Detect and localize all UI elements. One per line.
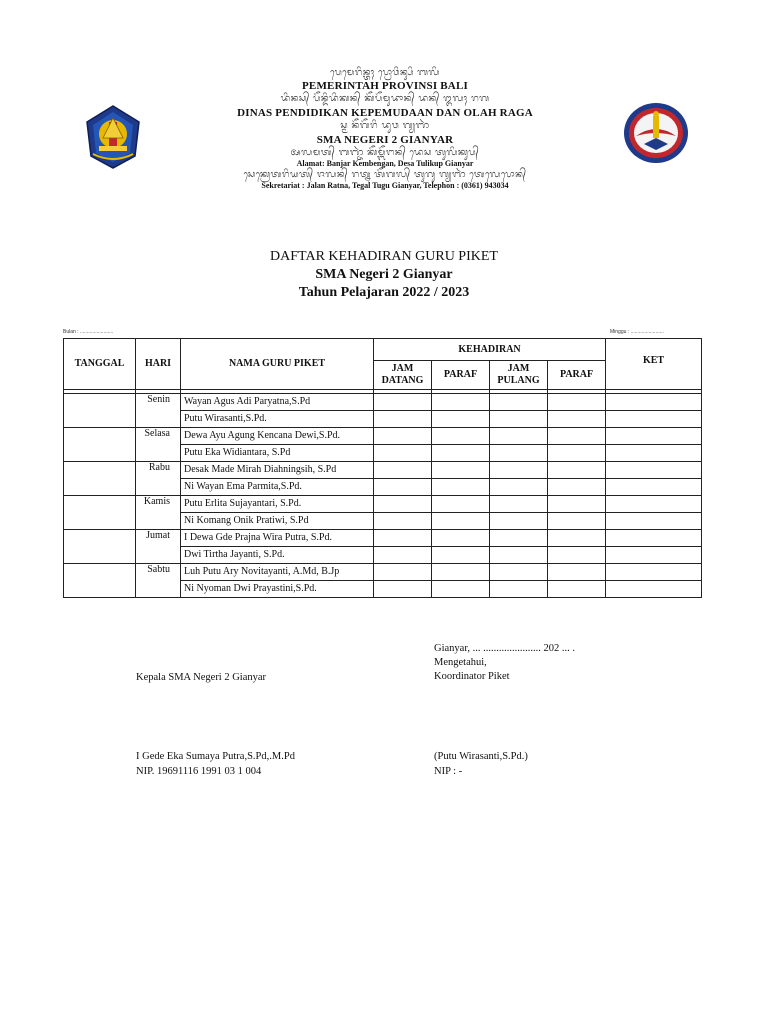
paraf-cell[interactable] [548, 547, 606, 564]
jam-datang-cell[interactable] [374, 564, 432, 581]
paraf-cell[interactable] [548, 530, 606, 547]
teacher-name: Luh Putu Ary Novitayanti, A.Md, B.Jp [181, 564, 374, 581]
table-row [64, 496, 702, 513]
header-jam-pulang: JAM PULANG [490, 361, 548, 390]
balinese-script-line: ᬅᬮᬫᬢ᭄ ᬩᬜ᭄ᬚᬃ ᬓᭂᬫ᭄ᬩᭂᬗᬦ᭄ ᬤᬾᬲ ᬢᬸᬮᬶᬓᬸᬧ᭄ [290, 148, 480, 158]
ket-cell[interactable] [606, 581, 702, 598]
table-row [64, 530, 702, 547]
paraf-cell[interactable] [432, 564, 490, 581]
teacher-name: Ni Komang Onik Pratiwi, S.Pd [181, 513, 374, 530]
jam-datang-cell[interactable] [374, 428, 432, 445]
government-name: PEMERINTAH PROVINSI BALI [302, 80, 468, 92]
ket-cell[interactable] [606, 394, 702, 411]
jam-datang-cell[interactable] [374, 411, 432, 428]
paraf-cell[interactable] [432, 411, 490, 428]
paraf-cell[interactable] [432, 513, 490, 530]
title-line-1: DAFTAR KEHADIRAN GURU PIKET [270, 249, 498, 264]
ket-cell[interactable] [606, 547, 702, 564]
bali-province-emblem-icon [83, 104, 143, 170]
ket-cell[interactable] [606, 445, 702, 462]
school-emblem-icon [622, 100, 690, 166]
paraf-cell[interactable] [432, 530, 490, 547]
school-address: Alamat: Banjar Kembengan, Desa Tulikup Gianyar [296, 159, 474, 168]
paraf-cell[interactable] [432, 445, 490, 462]
balinese-script-line: ᬲᬾᬓ᭄ᬭᬾᬢᬭᬶᬬᬢ᭄ ᬚᬮᬦ᭄ ᬭᬢ᭄ᬦ ᬢᭂᬕᬮ᭄ ᬢᬸᬕᬸ ᬕ᭄ᬬᬜᬃ ᬢᬾᬮᬾᬧᭀᬦ᭄ [243, 170, 527, 180]
balinese-script-line: ᬧᬾᬫᬾᬭᬶᬦ᭄ᬢᬄ ᬧ᭄ᬭᭀᬯᬶᬦ᭄ᬲᬶ ᬩᬮᬶ [330, 68, 440, 78]
balinese-script-line: ᬤᬶᬦᬲ᭄ ᬧᭂᬦ᭄ᬤᬶᬤᬶᬓᬦ᭄ ᬓᭂᬧᭂᬫᬸᬤᬵᬦ᭄ ᬤᬦ᭄ ᬑᬮᬄ ᬭᬕ [280, 94, 490, 104]
jam-datang-cell[interactable] [374, 581, 432, 598]
paraf-cell[interactable] [432, 496, 490, 513]
paraf-cell[interactable] [432, 394, 490, 411]
teacher-name: Ni Wayan Ema Parmita,S.Pd. [181, 479, 374, 496]
teacher-name: Putu Wirasanti,S.Pd. [181, 411, 374, 428]
jam-pulang-cell[interactable] [490, 428, 548, 445]
jam-pulang-cell[interactable] [490, 564, 548, 581]
paraf-cell[interactable] [432, 428, 490, 445]
jam-pulang-cell[interactable] [490, 496, 548, 513]
ket-cell[interactable] [606, 513, 702, 530]
ket-cell[interactable] [606, 564, 702, 581]
paraf-cell[interactable] [548, 445, 606, 462]
letterhead-text [170, 66, 600, 190]
jam-datang-cell[interactable] [374, 479, 432, 496]
week-field: Minggu : ........................ [610, 329, 664, 335]
attendance-table [63, 338, 702, 598]
jam-pulang-cell[interactable] [490, 445, 548, 462]
header-kehadiran: KEHADIRAN [374, 339, 606, 361]
paraf-cell[interactable] [432, 479, 490, 496]
paraf-cell[interactable] [548, 513, 606, 530]
jam-pulang-cell[interactable] [490, 462, 548, 479]
place-date-line: Gianyar, ... ...................... 202 ... . [434, 643, 576, 654]
month-field: Bulan : ........................ [63, 329, 114, 335]
jam-datang-cell[interactable] [374, 445, 432, 462]
header-tanggal: TANGGAL [64, 339, 136, 390]
header-paraf-pulang: PARAF [548, 361, 606, 390]
date-cell[interactable] [64, 496, 136, 530]
jam-pulang-cell[interactable] [490, 411, 548, 428]
teacher-name: I Dewa Gde Prajna Wira Putra, S.Pd. [181, 530, 374, 547]
header-nama-guru: NAMA GURU PIKET [181, 339, 374, 390]
date-cell[interactable] [64, 564, 136, 598]
table-row [64, 462, 702, 479]
school-secretariat: Sekretariat : Jalan Ratna, Tegal Tugu Gianyar, Telephon : (0361) 943034 [261, 181, 509, 190]
jam-datang-cell[interactable] [374, 496, 432, 513]
teacher-name: Ni Nyoman Dwi Prayastini,S.Pd. [181, 581, 374, 598]
department-name: DINAS PENDIDIKAN KEPEMUDAAN DAN OLAH RAGA [237, 107, 533, 119]
title-line-2: SMA Negeri 2 Gianyar [315, 267, 453, 282]
day-cell: Jumat [136, 530, 181, 564]
teacher-name: Desak Made Mirah Diahningsih, S.Pd [181, 462, 374, 479]
date-cell[interactable] [64, 428, 136, 462]
paraf-cell[interactable] [548, 462, 606, 479]
teacher-name: Dewa Ayu Agung Kencana Dewi,S.Pd. [181, 428, 374, 445]
paraf-cell[interactable] [432, 547, 490, 564]
teacher-name: Putu Erlita Sujayantari, S.Pd. [181, 496, 374, 513]
coordinator-title: Koordinator Piket [434, 671, 510, 682]
jam-datang-cell[interactable] [374, 513, 432, 530]
header-jam-datang: JAM DATANG [374, 361, 432, 390]
date-cell[interactable] [64, 394, 136, 428]
table-row [64, 394, 702, 411]
jam-pulang-cell[interactable] [490, 394, 548, 411]
paraf-cell[interactable] [548, 581, 606, 598]
day-cell: Sabtu [136, 564, 181, 598]
jam-datang-cell[interactable] [374, 462, 432, 479]
paraf-cell[interactable] [432, 581, 490, 598]
principal-name: I Gede Eka Sumaya Putra,S.Pd,.M.Pd [136, 751, 295, 762]
jam-datang-cell[interactable] [374, 394, 432, 411]
jam-pulang-cell[interactable] [490, 479, 548, 496]
paraf-cell[interactable] [548, 496, 606, 513]
day-cell: Senin [136, 394, 181, 428]
paraf-cell[interactable] [548, 394, 606, 411]
header-ket: KET [606, 339, 702, 390]
teacher-name: Dwi Tirtha Jayanti, S.Pd. [181, 547, 374, 564]
balinese-script-line: ᬲ᭄ᬫ ᬦᭂᬕᭂᬭᬶ ᬤᬸᬯ ᬕ᭄ᬬᬜᬃ [340, 121, 430, 131]
date-cell[interactable] [64, 530, 136, 564]
header-hari: HARI [136, 339, 181, 390]
teacher-name: Wayan Agus Adi Paryatna,S.Pd [181, 394, 374, 411]
teacher-name: Putu Eka Widiantara, S.Pd [181, 445, 374, 462]
acknowledged-label: Mengetahui, [434, 657, 487, 668]
school-name: SMA NEGERI 2 GIANYAR [316, 134, 454, 146]
ket-cell[interactable] [606, 411, 702, 428]
attendance-rows [64, 390, 702, 598]
principal-nip: NIP. 19691116 1991 03 1 004 [136, 766, 262, 777]
jam-pulang-cell[interactable] [490, 581, 548, 598]
principal-title: Kepala SMA Negeri 2 Gianyar [136, 672, 267, 683]
jam-pulang-cell[interactable] [490, 547, 548, 564]
jam-pulang-cell[interactable] [490, 530, 548, 547]
title-line-3: Tahun Pelajaran 2022 / 2023 [298, 285, 470, 300]
paraf-cell[interactable] [548, 479, 606, 496]
date-cell[interactable] [64, 462, 136, 496]
jam-datang-cell[interactable] [374, 547, 432, 564]
paraf-cell[interactable] [432, 462, 490, 479]
jam-pulang-cell[interactable] [490, 513, 548, 530]
table-row [64, 428, 702, 445]
day-cell: Selasa [136, 428, 181, 462]
ket-cell[interactable] [606, 479, 702, 496]
paraf-cell[interactable] [548, 564, 606, 581]
day-cell: Kamis [136, 496, 181, 530]
paraf-cell[interactable] [548, 428, 606, 445]
document-title [0, 248, 768, 302]
ket-cell[interactable] [606, 462, 702, 479]
header-paraf-datang: PARAF [432, 361, 490, 390]
ket-cell[interactable] [606, 428, 702, 445]
day-cell: Rabu [136, 462, 181, 496]
coordinator-nip: NIP : - [434, 766, 463, 777]
coordinator-name: (Putu Wirasanti,S.Pd.) [434, 751, 528, 762]
paraf-cell[interactable] [548, 411, 606, 428]
ket-cell[interactable] [606, 496, 702, 513]
letterhead [75, 66, 705, 216]
ket-cell[interactable] [606, 530, 702, 547]
jam-datang-cell[interactable] [374, 530, 432, 547]
table-row [64, 564, 702, 581]
